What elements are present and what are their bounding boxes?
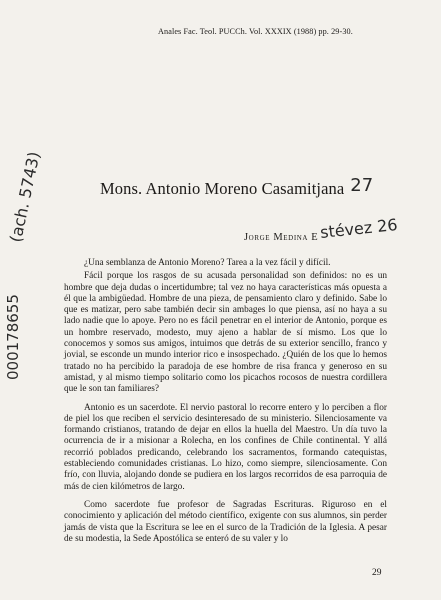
page-number: 29 [372, 568, 382, 578]
article-title: Mons. Antonio Moreno Casamitjana [100, 179, 345, 198]
title-block [100, 175, 374, 199]
author-block [244, 214, 399, 245]
paragraph: Como sacerdote fue profesor de Sagradas Escrituras. Riguroso en el conocimiento y aplicación del método científico, exigente con sus alumnos, sin perder jamás de vista que la Escritura se lee en el surco de la Tradición de la Iglesia. A pesar de su modestia, la Sede Apostólica se enteró de su valer y lo [64, 499, 387, 544]
paragraph: ¿Una semblanza de Antonio Moreno? Tarea a la vez fácil y difícil. [84, 258, 331, 268]
paragraph: Antonio es un sacerdote. El nervio pastoral lo recorre entero y lo perciben a flor de piel los que reciben el servicio desinteresado de su ministerio. Silenciosamente va formando cristianos, tratando de dejar en ellos la huella del Maestro. Un día tuvo la ocurrencia de ir a misionar a Rolecha, en los confines de Chile continental. Y allá recorrió poblados predicando, celebrando los sacramentos, formando catequistas, estableciendo comunidades cristianas. Lo hizo, como siempre, silenciosamente. Con frío, con lluvia, alojando donde se pudiera en los largos recorridos de esa parroquia de más de cien kilómetros de largo. [64, 402, 387, 492]
margin-note-barcode-number: 000178655 [4, 294, 22, 380]
handwritten-title-note: 27 [350, 175, 374, 196]
margin-note-call-number: (ach. 5743) [6, 149, 44, 244]
article-body [64, 258, 387, 552]
handwritten-author-note: stévez 26 [319, 214, 399, 243]
author-name: Jorge Medina E [244, 232, 319, 243]
margin-annotations [0, 149, 58, 560]
running-head: Anales Fac. Teol. PUCCh. Vol. XXXIX (1988) pp. 29-30. [158, 27, 353, 36]
paragraph: Fácil porque los rasgos de su acusada personalidad son definidos: no es un hombre que deja dudas o incertidumbre; tal vez no haya características más opuesta a él que la ambigüedad. Hombre de una pieza, de pensamiento claro y definido. Sabe lo que es matizar, pero sabe también decir sin ambages lo que piensa, así no haya a su lado nadie que lo apoye. Pero no es fácil penetrar en el interior de Antonio, porque es un hombre reservado, modesto, muy ajeno a hablar de sí mismo. Los que lo conocemos y somos sus amigos, intuimos que detrás de su exterior sencillo, franco y jovial, se esconde un mundo interior rico e insospechado. ¿Quién de los que lo hemos tratado no ha percibido la paradoja de ese hombre de risa franca y generoso en su amistad, y al mismo tiempo solitario como los picachos rocosos de nuestra cordillera que le son tan familiares? [64, 271, 387, 395]
